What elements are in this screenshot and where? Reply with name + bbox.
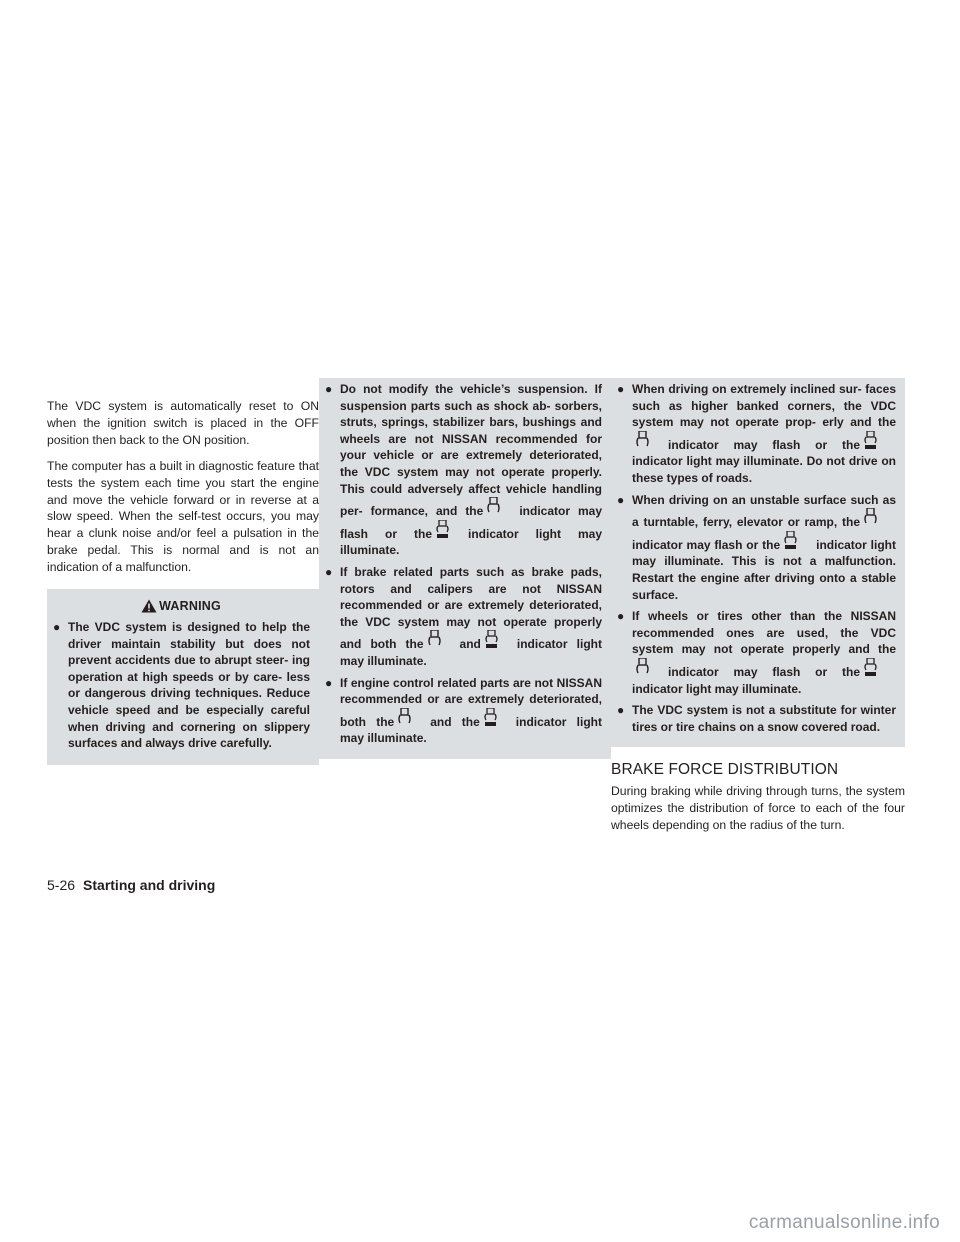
list-item-engine-parts: ● If engine control related parts are not NISSAN recommended or are extremely deteriorated, both the and the indicator light may illuminate. bbox=[325, 675, 602, 746]
page-number: 5-26 bbox=[47, 877, 76, 893]
list-item-not-substitute: ● The VDC system is not a substitute for winter tires or tire chains on a snow covered road. bbox=[617, 703, 896, 734]
warning-bullet: ● The VDC system is designed to help the driver maintain stability but does not prevent accidents due to abrupt steer- ing operation at high speeds or by care- less or dangerous driving techniques. Reduce vehicle speed and be especially careful when driving and cornering on slippery surfaces and always drive carefully. bbox=[53, 620, 310, 751]
slip-indicator-icon bbox=[397, 708, 412, 728]
column-left bbox=[47, 398, 319, 765]
paragraph-reset: The VDC system is automatically reset to ON when the ignition switch is placed in the OFF position then back to the ON position. bbox=[47, 399, 319, 447]
list-item-inclined-surfaces: ● When driving on extremely inclined sur- faces such as higher banked corners, the VDC system may not operate prop- erly and the indicator may flash or the indicator light may illuminate. Do not drive on these types of roads. bbox=[617, 382, 896, 485]
vdc-off-indicator-icon bbox=[484, 630, 499, 650]
warning-triangle-icon bbox=[141, 599, 157, 613]
warning-header bbox=[52, 593, 310, 619]
page-footer bbox=[47, 877, 215, 893]
vdc-off-indicator-icon bbox=[435, 520, 450, 540]
caution-list-middle bbox=[319, 378, 611, 759]
chapter-title: Starting and driving bbox=[83, 877, 216, 893]
vdc-off-indicator-icon bbox=[483, 708, 498, 728]
warning-text: The VDC system is designed to help the driver maintain stability but does not prevent accidents due to abrupt steer- ing operation at high speeds or by care- less or dangerous driving techniques. Reduce vehicle speed and be especially careful when driving and cornering on slippery surfaces and always drive carefully. bbox=[68, 620, 310, 751]
list-item-suspension: ● Do not modify the vehicle’s suspension. If suspension parts such as shock ab- sorbers, struts, springs, stabilizer bars, bushings and wheels are not NISSAN recommended for your vehicle or are extremely deteriorated, the VDC system may not operate properly. This could adversely affect vehicle handling per- formance, and the indicator may flash or the indicator light may illuminate. bbox=[325, 382, 603, 558]
paragraph-brake-force: During braking while driving through turns, the system optimizes the distribution of force to each of the four wheels depending on the radius of the turn. bbox=[611, 784, 905, 833]
caution-list-right bbox=[611, 378, 905, 747]
slip-indicator-icon bbox=[863, 508, 878, 528]
list-item-non-recommended-tires: ● If wheels or tires other than the NISSAN recommended ones are used, the VDC system may not operate properly and the indicator may flash or the indicator light may illuminate. bbox=[617, 609, 896, 696]
slip-indicator-icon bbox=[635, 431, 650, 451]
list-item-unstable-surface: ● When driving on an unstable surface such as a turntable, ferry, elevator or ramp, the indicator may flash or the indicator light may illuminate. This is not a malfunction. Restart the engine after driving onto a stable surface. bbox=[617, 492, 896, 602]
slip-indicator-icon bbox=[486, 497, 501, 517]
vdc-off-indicator-icon bbox=[863, 658, 878, 678]
paragraph-diagnostic: The computer has a built in diagnostic feature that tests the system each time you start the engine and move the vehicle forward or in reverse at a slow speed. When the self-test occurs, you may hear a clunk noise and/or feel a pulsation in the brake pedal. This is normal and is not an indication of a malfunction. bbox=[47, 458, 319, 575]
vdc-off-indicator-icon bbox=[783, 531, 798, 551]
slip-indicator-icon bbox=[635, 658, 650, 678]
list-item-brake-parts: ● If brake related parts such as brake pads, rotors and calipers are not NISSAN recommended or are extremely deteriorated, the VDC system may not operate properly and both the and indicator light may illuminate. bbox=[325, 564, 602, 668]
slip-indicator-icon bbox=[427, 630, 442, 650]
warning-box bbox=[47, 589, 319, 765]
vdc-off-indicator-icon bbox=[863, 431, 878, 451]
section-title-brake-force: BRAKE FORCE DISTRIBUTION bbox=[611, 761, 839, 779]
column-right bbox=[611, 378, 905, 843]
column-middle bbox=[319, 378, 611, 759]
watermark: carmanualsonline.info bbox=[748, 1212, 940, 1233]
warning-title: WARNING bbox=[159, 599, 221, 614]
